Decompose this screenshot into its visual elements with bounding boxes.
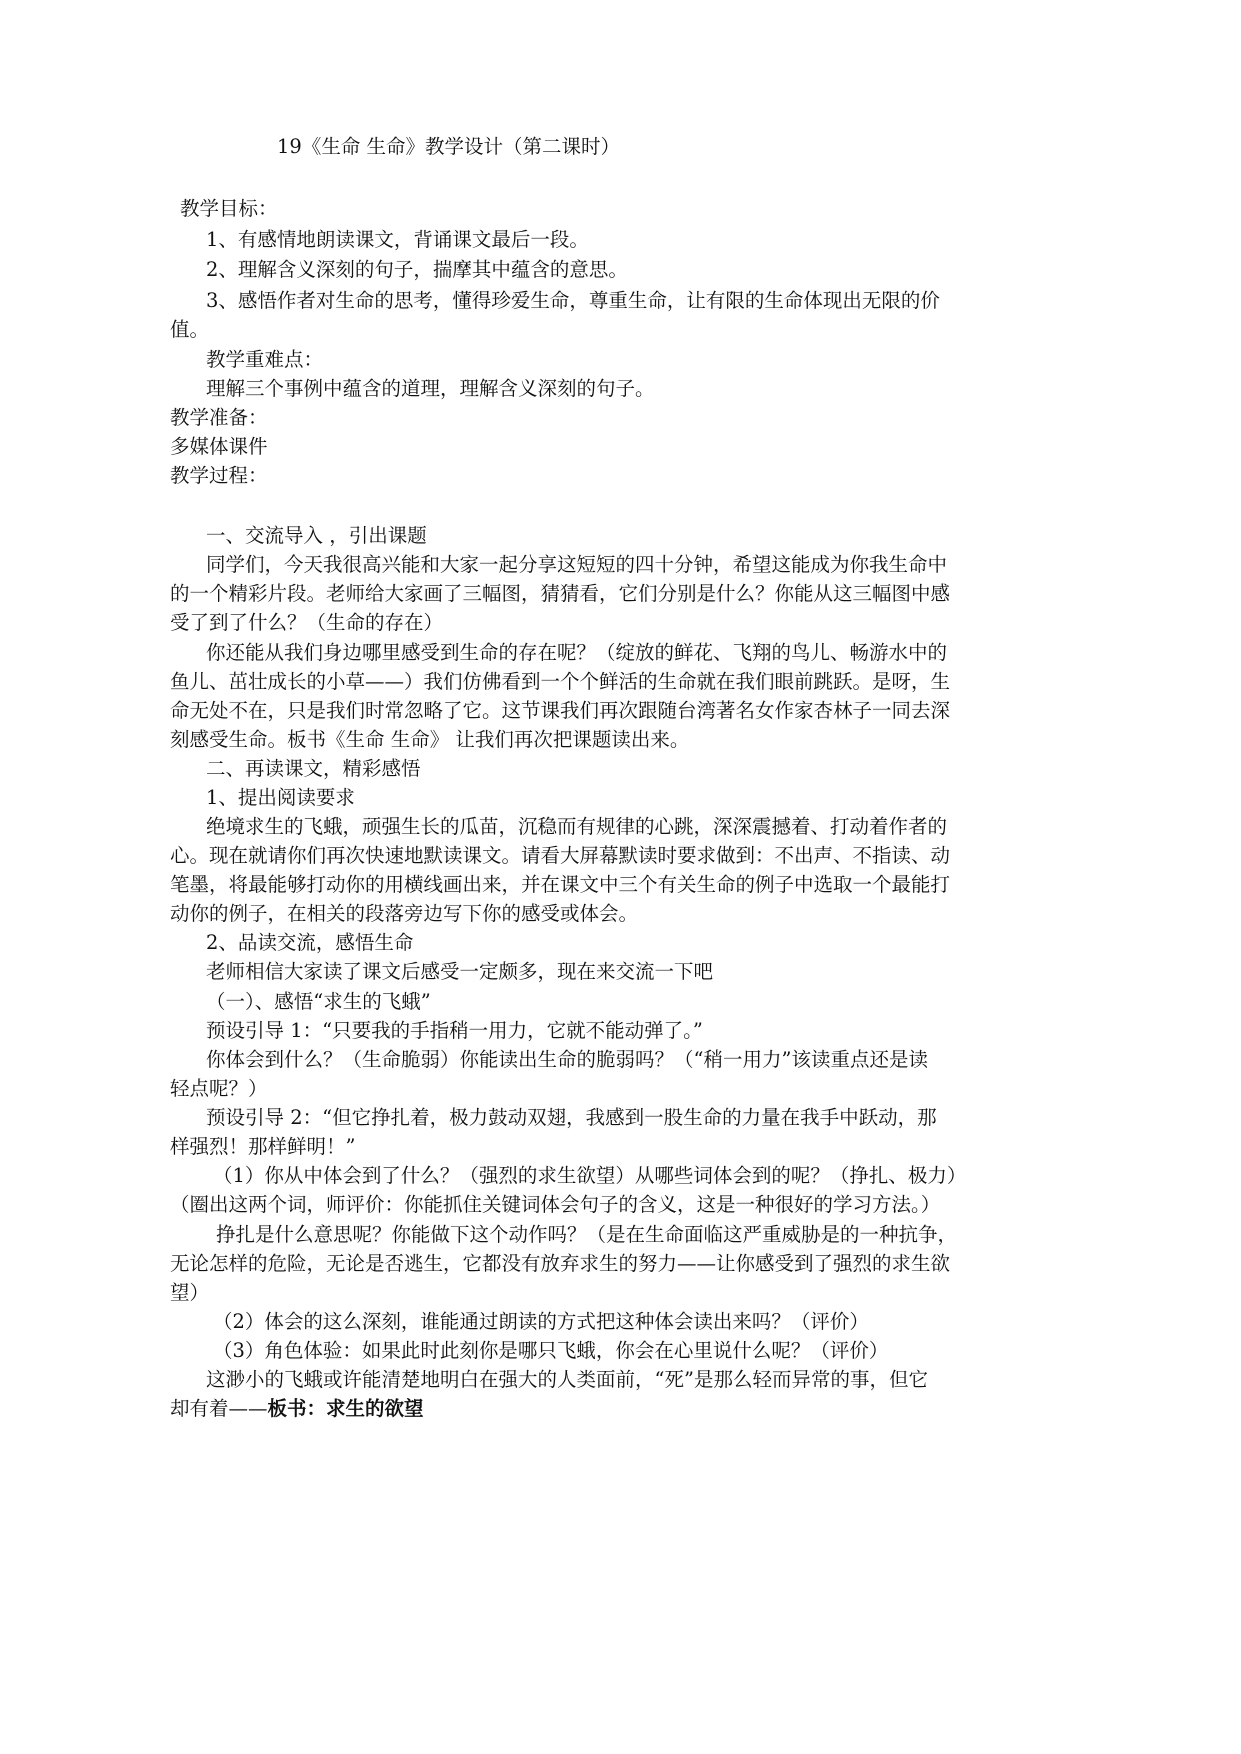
paragraph-line: 命无处不在，只是我们时常忽略了它。这节课我们再次跟随台湾著名女作家杏林子一同去深 xyxy=(170,699,951,722)
objective-2: 2、理解含义深刻的句子，揣摩其中蕴含的意思。 xyxy=(206,258,628,281)
objective-1: 1、有感情地朗读课文，背诵课文最后一段。 xyxy=(206,228,589,251)
paragraph-line: 望） xyxy=(170,1281,210,1304)
paragraph-line: 绝境求生的飞蛾，顽强生长的瓜苗，沉稳而有规律的心跳，深深震撼着、打动着作者的 xyxy=(206,815,948,838)
paragraph-text: 却有着—— xyxy=(170,1397,268,1420)
process-heading: 教学过程： xyxy=(170,464,268,487)
paragraph-line: 挣扎是什么意思呢？你能做下这个动作吗？（是在生命面临这严重威胁是的一种抗争， xyxy=(216,1223,958,1246)
section-2-heading: 二、再读课文，精彩感悟 xyxy=(206,757,421,780)
paragraph-line: 同学们，今天我很高兴能和大家一起分享这短短的四十分钟，希望这能成为你我生命中 xyxy=(206,553,948,576)
board-writing: 板书：求生的欲望 xyxy=(267,1397,424,1420)
question-line: （2）体会的这么深刻，谁能通过朗读的方式把这种体会读出来吗？（评价） xyxy=(213,1310,869,1333)
objective-3-cont: 值。 xyxy=(170,318,210,341)
question-line: （1）你从中体会到了什么？（强烈的求生欲望）从哪些词体会到的呢？（挣扎、极力） xyxy=(213,1164,967,1187)
paragraph-line: 老师相信大家读了课文后感受一定颇多，现在来交流一下吧 xyxy=(206,960,714,983)
key-points-heading: 教学重难点： xyxy=(206,348,324,371)
paragraph-line: 无论怎样的危险，无论是否逃生，它都没有放弃求生的努力——让你感受到了强烈的求生欲 xyxy=(170,1252,951,1275)
subsection-heading: 1、提出阅读要求 xyxy=(206,786,355,809)
subsection-heading: （一）、感悟“求生的飞蛾” xyxy=(206,990,431,1013)
question-line: （圈出这两个词，师评价：你能抓住关键词体会句子的含义，这是一种很好的学习方法。） xyxy=(170,1193,941,1216)
paragraph-line: 轻点呢？） xyxy=(170,1077,268,1100)
paragraph-line: 你还能从我们身边哪里感受到生命的存在呢？（绽放的鲜花、飞翔的鸟儿、畅游水中的 xyxy=(206,641,948,664)
document-title: 19《生命 生命》教学设计（第二课时） xyxy=(277,135,621,158)
paragraph-line: 的一个精彩片段。老师给大家画了三幅图，猜猜看，它们分别是什么？你能从这三幅图中感 xyxy=(170,582,951,605)
guide-quote: 预设引导 1：“只要我的手指稍一用力，它就不能动弹了。” xyxy=(206,1019,703,1042)
paragraph-line xyxy=(170,1396,424,1422)
prep-heading: 教学准备： xyxy=(170,406,268,429)
paragraph-line: 心。现在就请你们再次快速地默读课文。请看大屏幕默读时要求做到：不出声、不指读、动 xyxy=(170,844,951,867)
paragraph-line: 笔墨，将最能够打动你的用横线画出来，并在课文中三个有关生命的例子中选取一个最能打 xyxy=(170,873,951,896)
prep: 多媒体课件 xyxy=(170,435,268,458)
guide-quote-cont: 样强烈！那样鲜明！” xyxy=(170,1135,356,1158)
key-points: 理解三个事例中蕴含的道理，理解含义深刻的句子。 xyxy=(206,377,655,400)
paragraph-line: 你体会到什么？（生命脆弱）你能读出生命的脆弱吗？（“稍一用力”该读重点还是读 xyxy=(206,1048,928,1071)
subsection-heading: 2、品读交流，感悟生命 xyxy=(206,931,414,954)
paragraph-line: 鱼儿、茁壮成长的小草——）我们仿佛看到一个个鲜活的生命就在我们眼前跳跃。是呀，生 xyxy=(170,670,951,693)
section-1-heading: 一、交流导入 ，引出课题 xyxy=(206,524,427,547)
guide-quote: 预设引导 2：“但它挣扎着，极力鼓动双翅，我感到一股生命的力量在我手中跃动，那 xyxy=(206,1106,937,1129)
paragraph-line: 动你的例子，在相关的段落旁边写下你的感受或体会。 xyxy=(170,902,639,925)
paragraph-line: 刻感受生命。板书《生命 生命》 让我们再次把课题读出来。 xyxy=(170,728,690,751)
paragraph-line: 这渺小的飞蛾或许能清楚地明白在强大的人类面前，“死”是那么轻而异常的事，但它 xyxy=(206,1368,928,1391)
paragraph-line: 受了到了什么？（生命的存在） xyxy=(170,611,444,634)
objectives-heading: 教学目标： xyxy=(180,197,278,220)
objective-3: 3、感悟作者对生命的思考，懂得珍爱生命，尊重生命，让有限的生命体现出无限的价 xyxy=(206,289,940,312)
question-line: （3）角色体验：如果此时此刻你是哪只飞蛾，你会在心里说什么呢？（评价） xyxy=(213,1339,889,1362)
